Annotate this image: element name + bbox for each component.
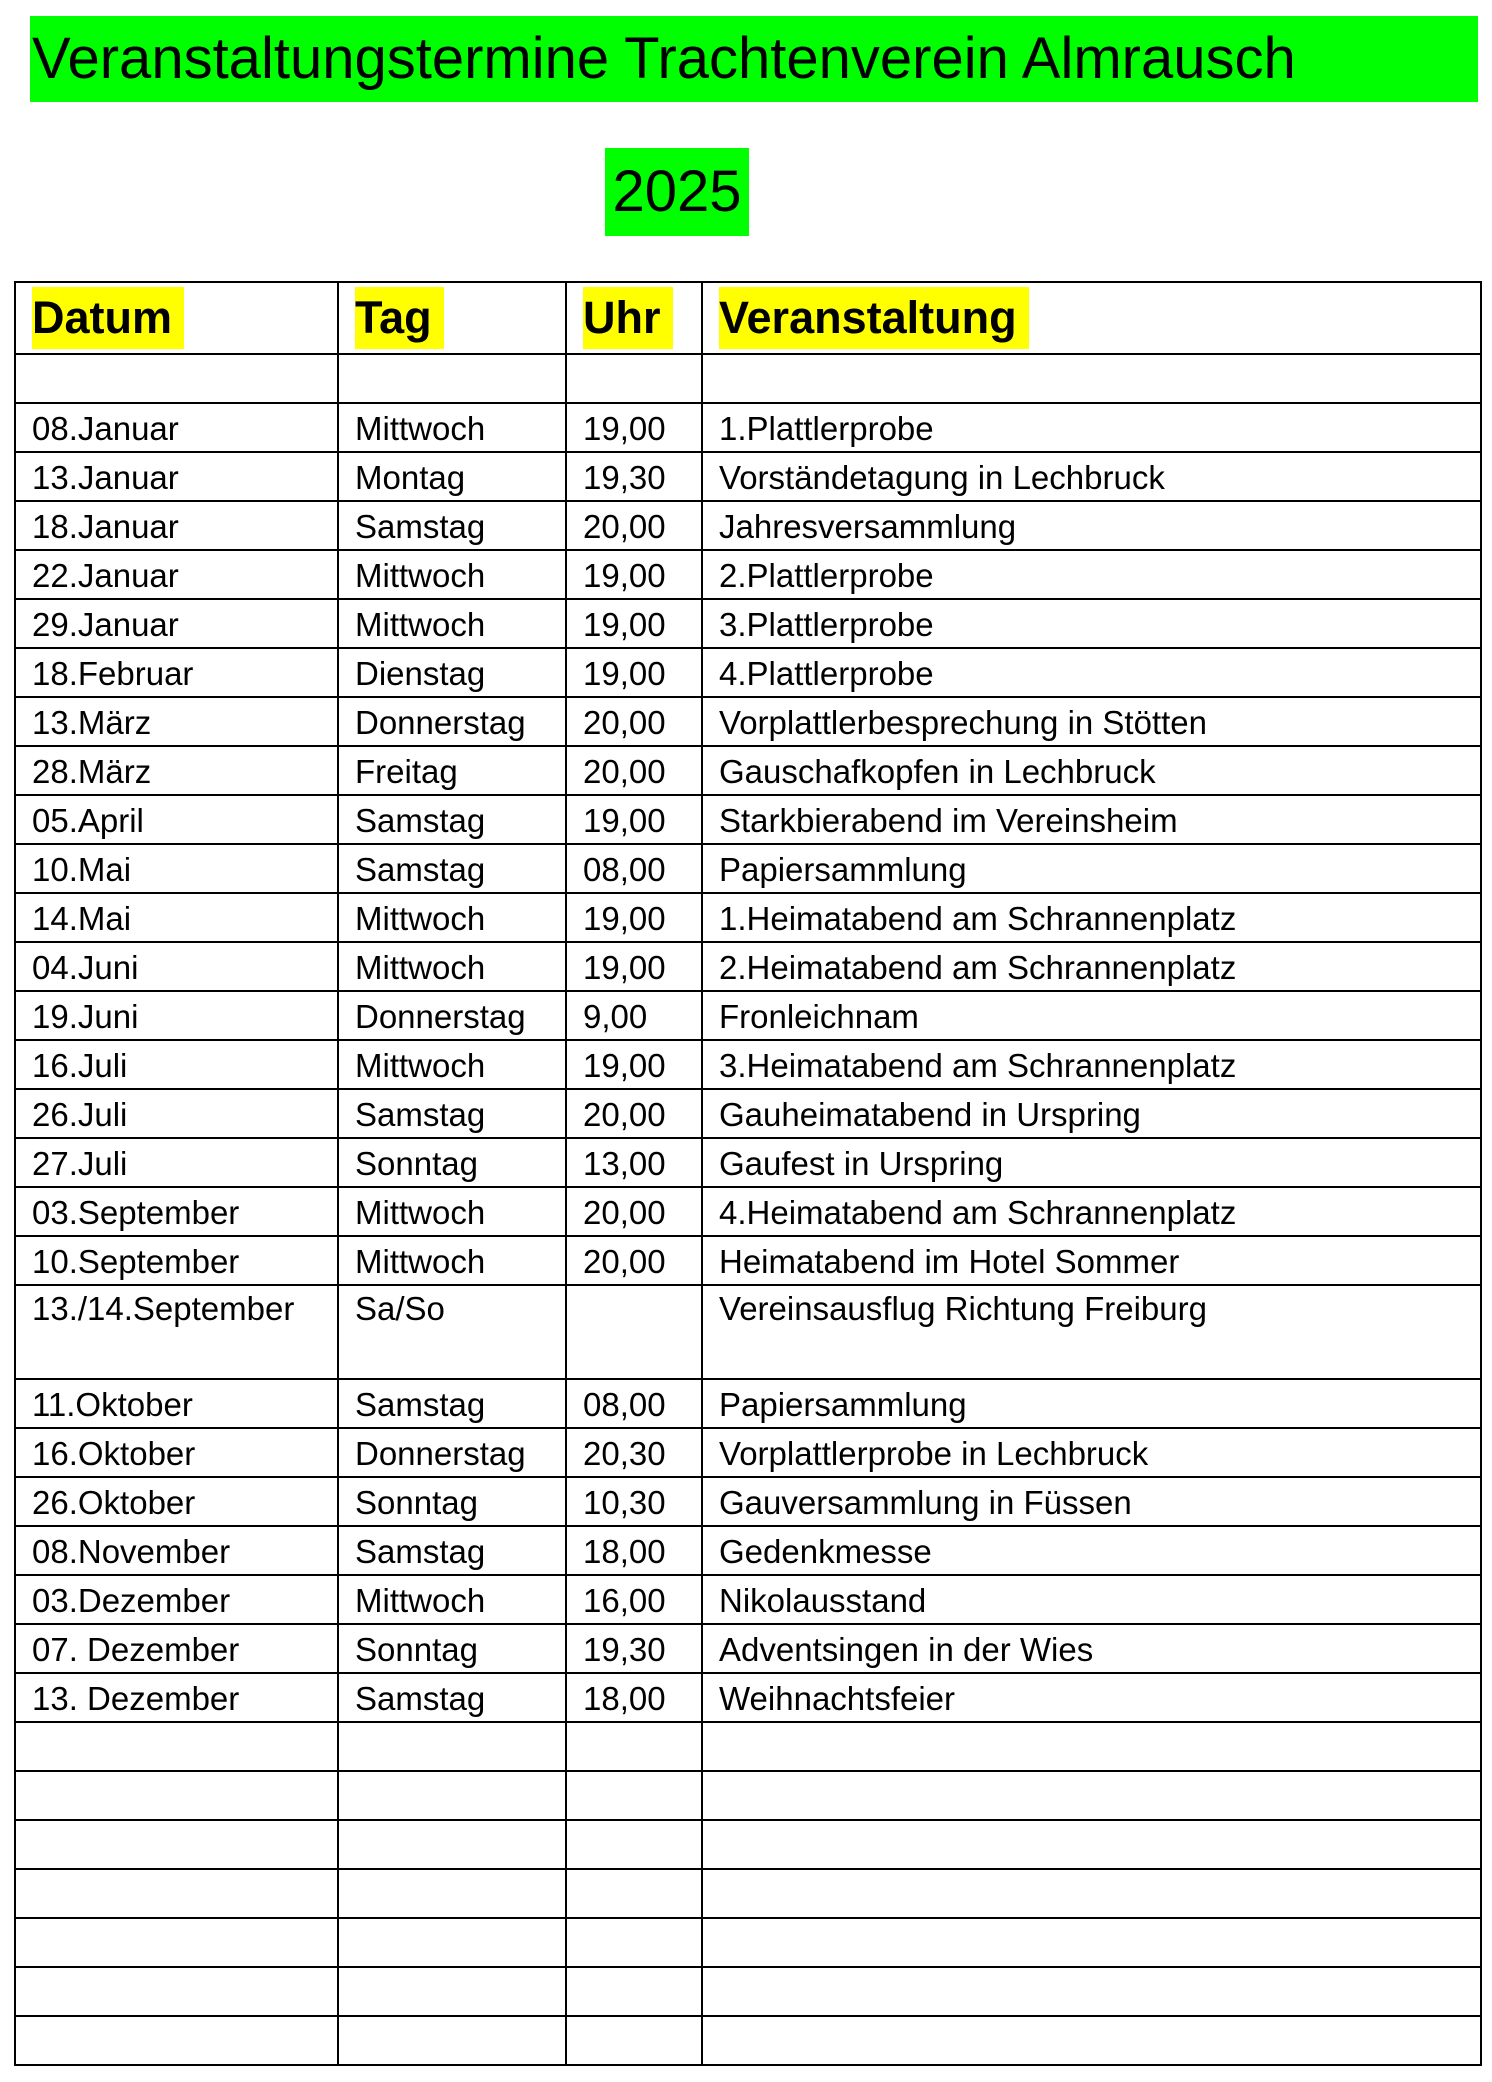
table-row xyxy=(15,1722,1481,1771)
table-row xyxy=(15,1040,1481,1089)
table-row xyxy=(15,1236,1481,1285)
cell-date: 03.Dezember xyxy=(15,1575,338,1624)
cell-event xyxy=(702,2016,1481,2065)
cell-event: Adventsingen in der Wies xyxy=(702,1624,1481,1673)
table-row xyxy=(15,1089,1481,1138)
cell-date: 04.Juni xyxy=(15,942,338,991)
cell-day: Samstag xyxy=(338,795,566,844)
cell-event xyxy=(702,1918,1481,1967)
table-row xyxy=(15,697,1481,746)
cell-day: Dienstag xyxy=(338,648,566,697)
table-row xyxy=(15,354,1481,403)
cell-event xyxy=(702,1967,1481,2016)
cell-time: 20,00 xyxy=(566,1089,702,1138)
cell-date: 19.Juni xyxy=(15,991,338,1040)
cell-day: Donnerstag xyxy=(338,991,566,1040)
cell-date: 08.Januar xyxy=(15,403,338,452)
table-row xyxy=(15,1575,1481,1624)
column-header-time: Uhr xyxy=(566,282,702,354)
cell-event xyxy=(702,1869,1481,1918)
cell-day xyxy=(338,354,566,403)
cell-event: Heimatabend im Hotel Sommer xyxy=(702,1236,1481,1285)
table-row xyxy=(15,991,1481,1040)
cell-date xyxy=(15,1722,338,1771)
cell-time: 19,00 xyxy=(566,648,702,697)
cell-date: 13.März xyxy=(15,697,338,746)
cell-date: 22.Januar xyxy=(15,550,338,599)
table-row xyxy=(15,1285,1481,1379)
cell-event: Starkbierabend im Vereinsheim xyxy=(702,795,1481,844)
cell-date xyxy=(15,1967,338,2016)
cell-time: 20,00 xyxy=(566,1187,702,1236)
table-row xyxy=(15,1673,1481,1722)
cell-event: Gauversammlung in Füssen xyxy=(702,1477,1481,1526)
table-row xyxy=(15,1918,1481,1967)
cell-time xyxy=(566,1771,702,1820)
cell-time: 20,00 xyxy=(566,501,702,550)
cell-day xyxy=(338,1869,566,1918)
cell-event: Fronleichnam xyxy=(702,991,1481,1040)
cell-time: 10,30 xyxy=(566,1477,702,1526)
cell-time xyxy=(566,1820,702,1869)
table-row xyxy=(15,1771,1481,1820)
cell-day: Montag xyxy=(338,452,566,501)
cell-event: 4.Plattlerprobe xyxy=(702,648,1481,697)
cell-time: 19,30 xyxy=(566,452,702,501)
cell-event: Gauschafkopfen in Lechbruck xyxy=(702,746,1481,795)
cell-day: Mittwoch xyxy=(338,942,566,991)
cell-time: 16,00 xyxy=(566,1575,702,1624)
cell-date: 10.September xyxy=(15,1236,338,1285)
table-row xyxy=(15,1526,1481,1575)
cell-event xyxy=(702,1771,1481,1820)
cell-date xyxy=(15,1771,338,1820)
cell-time: 20,00 xyxy=(566,746,702,795)
cell-day: Mittwoch xyxy=(338,403,566,452)
cell-date xyxy=(15,1918,338,1967)
cell-time: 19,00 xyxy=(566,550,702,599)
cell-day: Samstag xyxy=(338,1526,566,1575)
cell-time: 20,00 xyxy=(566,1236,702,1285)
cell-date: 18.Februar xyxy=(15,648,338,697)
cell-time: 19,00 xyxy=(566,795,702,844)
page-title: Veranstaltungstermine Trachtenverein Almrausch xyxy=(30,16,1478,102)
cell-date: 16.Juli xyxy=(15,1040,338,1089)
cell-time: 18,00 xyxy=(566,1673,702,1722)
cell-day: Freitag xyxy=(338,746,566,795)
table-row xyxy=(15,452,1481,501)
cell-day: Sonntag xyxy=(338,1477,566,1526)
cell-day: Mittwoch xyxy=(338,1575,566,1624)
table-row xyxy=(15,746,1481,795)
cell-day xyxy=(338,1722,566,1771)
cell-day: Sonntag xyxy=(338,1624,566,1673)
cell-date xyxy=(15,1869,338,1918)
table-row xyxy=(15,1869,1481,1918)
table-row xyxy=(15,1428,1481,1477)
cell-time: 19,30 xyxy=(566,1624,702,1673)
cell-date: 07. Dezember xyxy=(15,1624,338,1673)
cell-event: Vorplattlerprobe in Lechbruck xyxy=(702,1428,1481,1477)
cell-date: 13./14.September xyxy=(15,1285,338,1379)
table-row xyxy=(15,942,1481,991)
cell-date: 14.Mai xyxy=(15,893,338,942)
cell-day: Mittwoch xyxy=(338,1040,566,1089)
cell-day: Mittwoch xyxy=(338,893,566,942)
cell-date: 11.Oktober xyxy=(15,1379,338,1428)
cell-day: Donnerstag xyxy=(338,697,566,746)
cell-time: 08,00 xyxy=(566,1379,702,1428)
column-header-event: Veranstaltung xyxy=(702,282,1481,354)
cell-time: 18,00 xyxy=(566,1526,702,1575)
cell-date: 13.Januar xyxy=(15,452,338,501)
cell-event: 3.Plattlerprobe xyxy=(702,599,1481,648)
cell-time xyxy=(566,1722,702,1771)
cell-event xyxy=(702,1722,1481,1771)
cell-event: Vorplattlerbesprechung in Stötten xyxy=(702,697,1481,746)
cell-time xyxy=(566,1869,702,1918)
table-body xyxy=(15,354,1481,2065)
cell-time: 19,00 xyxy=(566,403,702,452)
cell-day xyxy=(338,1771,566,1820)
cell-time: 08,00 xyxy=(566,844,702,893)
table-row xyxy=(15,1187,1481,1236)
cell-time: 19,00 xyxy=(566,942,702,991)
table-row xyxy=(15,1820,1481,1869)
cell-day: Samstag xyxy=(338,1673,566,1722)
column-header-date: Datum xyxy=(15,282,338,354)
cell-time: 19,00 xyxy=(566,893,702,942)
cell-day: Mittwoch xyxy=(338,599,566,648)
cell-day: Sa/So xyxy=(338,1285,566,1379)
cell-event: Vereinsausflug Richtung Freiburg xyxy=(702,1285,1481,1379)
cell-event: Jahresversammlung xyxy=(702,501,1481,550)
table-row xyxy=(15,1624,1481,1673)
table-row xyxy=(15,501,1481,550)
cell-event: 4.Heimatabend am Schrannenplatz xyxy=(702,1187,1481,1236)
cell-date: 16.Oktober xyxy=(15,1428,338,1477)
cell-event: Gaufest in Urspring xyxy=(702,1138,1481,1187)
table-row xyxy=(15,893,1481,942)
cell-day: Mittwoch xyxy=(338,1236,566,1285)
cell-date: 08.November xyxy=(15,1526,338,1575)
table-row xyxy=(15,1379,1481,1428)
cell-time: 20,00 xyxy=(566,697,702,746)
cell-day: Sonntag xyxy=(338,1138,566,1187)
cell-event: Gauheimatabend in Urspring xyxy=(702,1089,1481,1138)
cell-event: Gedenkmesse xyxy=(702,1526,1481,1575)
cell-time xyxy=(566,354,702,403)
cell-time xyxy=(566,2016,702,2065)
cell-time xyxy=(566,1285,702,1379)
event-schedule-table xyxy=(14,281,1482,2066)
page-year: 2025 xyxy=(605,148,749,236)
table-row xyxy=(15,844,1481,893)
cell-time: 13,00 xyxy=(566,1138,702,1187)
cell-time xyxy=(566,1967,702,2016)
cell-date xyxy=(15,1820,338,1869)
cell-day: Mittwoch xyxy=(338,550,566,599)
cell-day xyxy=(338,2016,566,2065)
cell-day xyxy=(338,1820,566,1869)
cell-event: 1.Plattlerprobe xyxy=(702,403,1481,452)
table-row xyxy=(15,1138,1481,1187)
cell-day: Samstag xyxy=(338,844,566,893)
cell-event: 3.Heimatabend am Schrannenplatz xyxy=(702,1040,1481,1089)
table-row xyxy=(15,795,1481,844)
table-row xyxy=(15,403,1481,452)
cell-day xyxy=(338,1918,566,1967)
cell-date: 05.April xyxy=(15,795,338,844)
cell-day: Mittwoch xyxy=(338,1187,566,1236)
cell-event: Papiersammlung xyxy=(702,1379,1481,1428)
cell-date: 27.Juli xyxy=(15,1138,338,1187)
cell-date: 28.März xyxy=(15,746,338,795)
cell-date: 18.Januar xyxy=(15,501,338,550)
cell-day: Samstag xyxy=(338,1379,566,1428)
table-row xyxy=(15,1967,1481,2016)
cell-event xyxy=(702,354,1481,403)
cell-time: 20,30 xyxy=(566,1428,702,1477)
cell-time: 19,00 xyxy=(566,1040,702,1089)
cell-event: Nikolausstand xyxy=(702,1575,1481,1624)
cell-date: 03.September xyxy=(15,1187,338,1236)
cell-date: 26.Oktober xyxy=(15,1477,338,1526)
cell-event: 1.Heimatabend am Schrannenplatz xyxy=(702,893,1481,942)
cell-day xyxy=(338,1967,566,2016)
cell-date xyxy=(15,354,338,403)
table-row xyxy=(15,1477,1481,1526)
table-row xyxy=(15,648,1481,697)
cell-event: 2.Plattlerprobe xyxy=(702,550,1481,599)
cell-date: 13. Dezember xyxy=(15,1673,338,1722)
table-header-row xyxy=(15,282,1481,354)
table-row xyxy=(15,2016,1481,2065)
cell-event xyxy=(702,1820,1481,1869)
cell-event: 2.Heimatabend am Schrannenplatz xyxy=(702,942,1481,991)
cell-event: Weihnachtsfeier xyxy=(702,1673,1481,1722)
cell-date xyxy=(15,2016,338,2065)
cell-day: Samstag xyxy=(338,501,566,550)
cell-time xyxy=(566,1918,702,1967)
cell-event: Papiersammlung xyxy=(702,844,1481,893)
table-row xyxy=(15,599,1481,648)
table-row xyxy=(15,550,1481,599)
cell-date: 26.Juli xyxy=(15,1089,338,1138)
cell-date: 29.Januar xyxy=(15,599,338,648)
cell-time: 19,00 xyxy=(566,599,702,648)
cell-day: Donnerstag xyxy=(338,1428,566,1477)
cell-day: Samstag xyxy=(338,1089,566,1138)
cell-time: 9,00 xyxy=(566,991,702,1040)
cell-date: 10.Mai xyxy=(15,844,338,893)
column-header-day: Tag xyxy=(338,282,566,354)
cell-event: Vorständetagung in Lechbruck xyxy=(702,452,1481,501)
